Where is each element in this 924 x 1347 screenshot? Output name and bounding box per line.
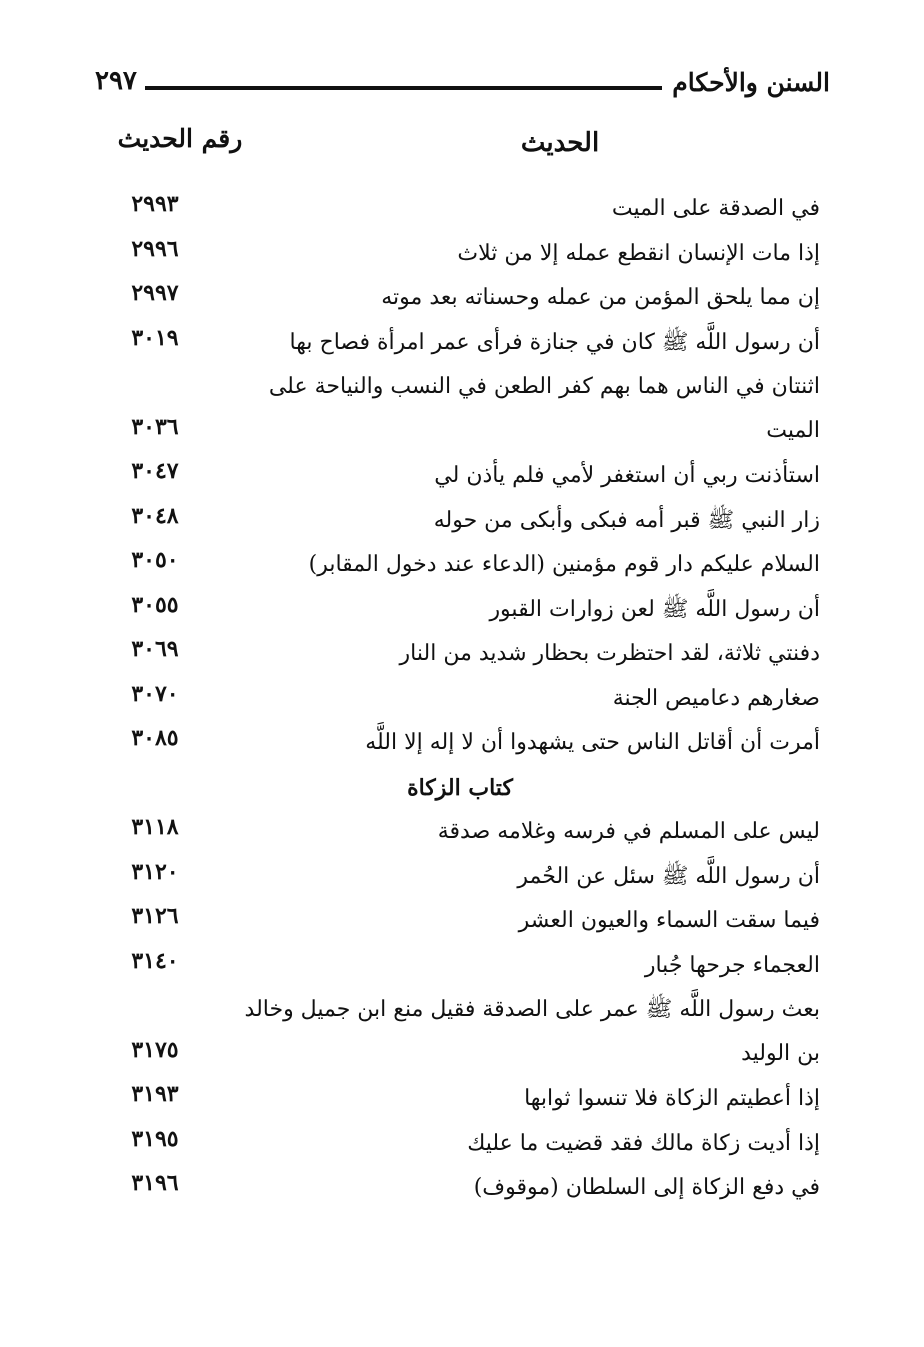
index-row [0, 899, 924, 944]
hadith-number: ٣١٩٥ [131, 1125, 179, 1152]
hadith-number: ٣٠٤٨ [131, 502, 179, 529]
hadith-text: بعث رسول اللَّه ﷺ عمر على الصدقة فقيل منع ابن جميل وخالد بن الوليد [244, 997, 820, 1066]
hadith-number: ٢٩٩٧ [131, 280, 179, 306]
index-row [0, 588, 924, 633]
hadith-number: ٣١٩٣ [131, 1081, 179, 1107]
page-header [95, 62, 830, 108]
index-row [0, 1122, 924, 1167]
hadith-text: في دفع الزكاة إلى السلطان (موقوف) [473, 1175, 820, 1200]
index-row [0, 232, 924, 277]
index-row [0, 810, 924, 855]
hadith-number: ٣١١٨ [131, 814, 179, 840]
index-row [0, 721, 924, 766]
hadith-number: ٣٠٥٠ [131, 547, 179, 573]
hadith-text: العجماء جرحها جُبار [644, 952, 820, 978]
column-header-hadith: الحديث [520, 128, 600, 158]
hadith-text: ليس على المسلم في فرسه وغلامه صدقة [437, 819, 820, 844]
hadith-number: ٢٩٩٦ [131, 235, 179, 262]
hadith-number: ٣٠٦٩ [131, 636, 179, 662]
hadith-number: ٣٠٧٠ [131, 680, 179, 707]
section-title: كتاب الزكاة [407, 774, 513, 801]
index-row [0, 632, 924, 677]
hadith-number: ٣١٧٥ [131, 1036, 179, 1063]
index-row [0, 187, 924, 232]
hadith-text: في الصدقة على الميت [611, 196, 820, 221]
index-row [0, 1166, 924, 1211]
hadith-text: صغارهم دعاميص الجنة [612, 685, 820, 711]
column-header-number: رقم الحديث [117, 124, 243, 153]
hadith-text: إن مما يلحق المؤمن من عمله وحسناته بعد موته [381, 285, 820, 310]
index-row [0, 365, 924, 454]
index-row [0, 543, 924, 588]
hadith-text: إذا أعطيتم الزكاة فلا تنسوا ثوابها [524, 1086, 820, 1111]
index-row [0, 1077, 924, 1122]
hadith-number: ٣١٢٠ [131, 858, 179, 885]
index-row [0, 988, 924, 1077]
index-row [0, 944, 924, 989]
index-row [0, 855, 924, 900]
hadith-text: أمرت أن أقاتل الناس حتى يشهدوا أن لا إله إلا اللَّه [365, 730, 820, 755]
header-rule [145, 86, 662, 90]
hadith-text: أن رسول اللَّه ﷺ سئل عن الحُمر [517, 863, 820, 889]
hadith-number: ٣٠٣٦ [131, 413, 179, 440]
hadith-text: أن رسول اللَّه ﷺ لعن زوارات القبور [489, 596, 820, 622]
index-row [0, 321, 924, 366]
hadith-text: فيما سقت السماء والعيون العشر [518, 908, 820, 933]
hadith-index-list [0, 187, 924, 1211]
hadith-text: زار النبي ﷺ قبر أمه فبكى وأبكى من حوله [433, 507, 820, 533]
page-number: ٢٩٧ [95, 66, 137, 96]
hadith-text: استأذنت ربي أن استغفر لأمي فلم يأذن لي [434, 463, 820, 488]
index-row [0, 499, 924, 544]
hadith-number: ٣٠٨٥ [131, 725, 179, 751]
hadith-text: أن رسول اللَّه ﷺ كان في جنازة فرأى عمر امرأة فصاح بها [289, 329, 820, 355]
section-heading-row [0, 766, 924, 811]
hadith-number: ٣١٩٦ [131, 1170, 179, 1196]
hadith-number: ٣١٢٦ [131, 903, 179, 929]
hadith-number: ٣٠٤٧ [131, 458, 179, 484]
hadith-text: إذا مات الإنسان انقطع عمله إلا من ثلاث [457, 240, 820, 266]
hadith-number: ٢٩٩٣ [131, 191, 179, 217]
index-row [0, 677, 924, 722]
hadith-number: ٣٠١٩ [131, 324, 179, 351]
hadith-number: ٣٠٥٥ [131, 591, 179, 618]
hadith-text: إذا أديت زكاة مالك فقد قضيت ما عليك [467, 1130, 820, 1156]
index-row [0, 276, 924, 321]
hadith-text: السلام عليكم دار قوم مؤمنين (الدعاء عند دخول المقابر) [308, 552, 820, 577]
hadith-number: ٣١٤٠ [131, 947, 179, 974]
hadith-text: دفنتي ثلاثة، لقد احتظرت بحظار شديد من النار [399, 641, 820, 666]
index-row [0, 454, 924, 499]
hadith-text: اثنتان في الناس هما بهم كفر الطعن في النسب والنياحة على الميت [268, 374, 820, 443]
book-title: السنن والأحكام [672, 68, 830, 97]
